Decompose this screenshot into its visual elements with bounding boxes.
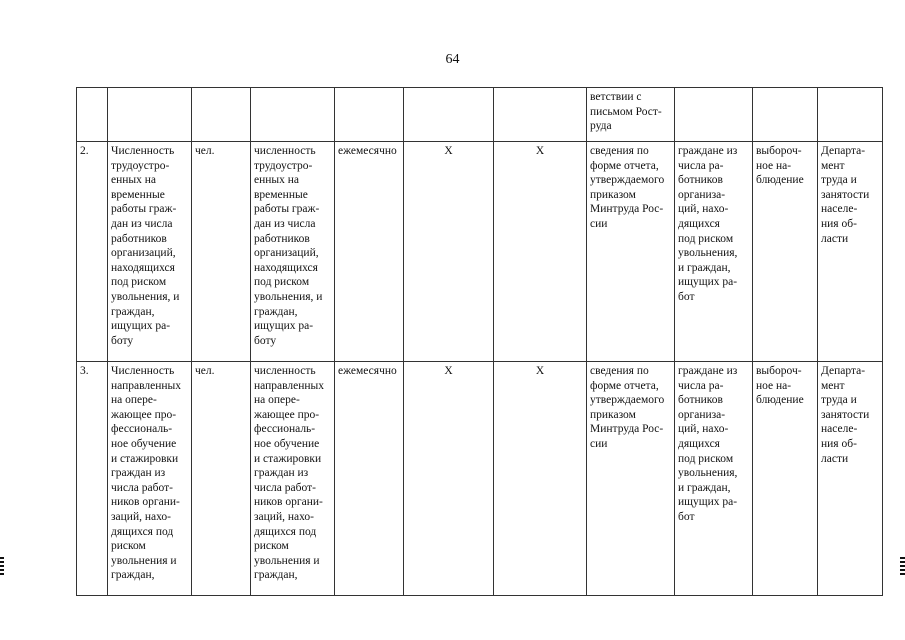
table-cell	[675, 88, 753, 142]
table-cell	[108, 88, 192, 142]
table-row	[77, 362, 883, 596]
table-row-continuation	[77, 88, 883, 142]
indicator-cell: Численность трудоустро- енных на временные работы граж- дан из числа работников организаций, находящихся под риском увольнения, и граждан, ищущих ра- боту	[108, 142, 192, 362]
data-table	[76, 87, 883, 596]
scan-edge-mark	[0, 557, 4, 575]
population-cell: граждане из числа ра- ботников организа- ций, нахо- дящихся под риском увольнения, и граждан, ищущих ра- бот	[675, 362, 753, 596]
responsible-cell: Департа- мент труда и занятости населе- ния об- ласти	[818, 362, 883, 596]
source-cell: сведения по форме отчета, утверждаемого приказом Минтруда Рос- сии	[587, 362, 675, 596]
table-cell	[494, 88, 587, 142]
scan-edge-mark	[900, 557, 905, 575]
definition-cell: численность трудоустро- енных на временные работы граж- дан из числа работников организаций, находящихся под риском увольнения, и граждан, ищущих ра- боту	[251, 142, 335, 362]
table-cell	[335, 88, 404, 142]
table-cell	[251, 88, 335, 142]
x-mark-cell: X	[494, 362, 587, 596]
table-cell	[404, 88, 494, 142]
x-mark-cell: X	[494, 142, 587, 362]
row-number-cell: 2.	[77, 142, 108, 362]
unit-cell: чел.	[192, 142, 251, 362]
table-row	[77, 142, 883, 362]
source-cell: сведения по форме отчета, утверждаемого приказом Минтруда Рос- сии	[587, 142, 675, 362]
periodicity-cell: ежемесячно	[335, 362, 404, 596]
method-cell: выбороч- ное на- блюдение	[753, 142, 818, 362]
source-cell: ветствии с письмом Рост- руда	[587, 88, 675, 142]
x-mark-cell: X	[404, 362, 494, 596]
page-number: 64	[445, 52, 460, 67]
table-cell	[192, 88, 251, 142]
definition-cell: численность направленных на опере- жающее про- фессиональ- ное обучение и стажировки граждан из числа работ- ников органи- заций, нахо- дящихся под риском увольнения и граждан,	[251, 362, 335, 596]
population-cell: граждане из числа ра- ботников организа- ций, нахо- дящихся под риском увольнения, и граждан, ищущих ра- бот	[675, 142, 753, 362]
row-number-cell: 3.	[77, 362, 108, 596]
x-mark-cell: X	[404, 142, 494, 362]
table-cell	[818, 88, 883, 142]
unit-cell: чел.	[192, 362, 251, 596]
periodicity-cell: ежемесячно	[335, 142, 404, 362]
table-cell	[753, 88, 818, 142]
responsible-cell: Департа- мент труда и занятости населе- ния об- ласти	[818, 142, 883, 362]
method-cell: выбороч- ное на- блюдение	[753, 362, 818, 596]
table-cell	[77, 88, 108, 142]
indicator-cell: Численность направленных на опере- жающее про- фессиональ- ное обучение и стажировки граждан из числа работ- ников органи- заций, нахо- дящихся под риском увольнения и граждан,	[108, 362, 192, 596]
